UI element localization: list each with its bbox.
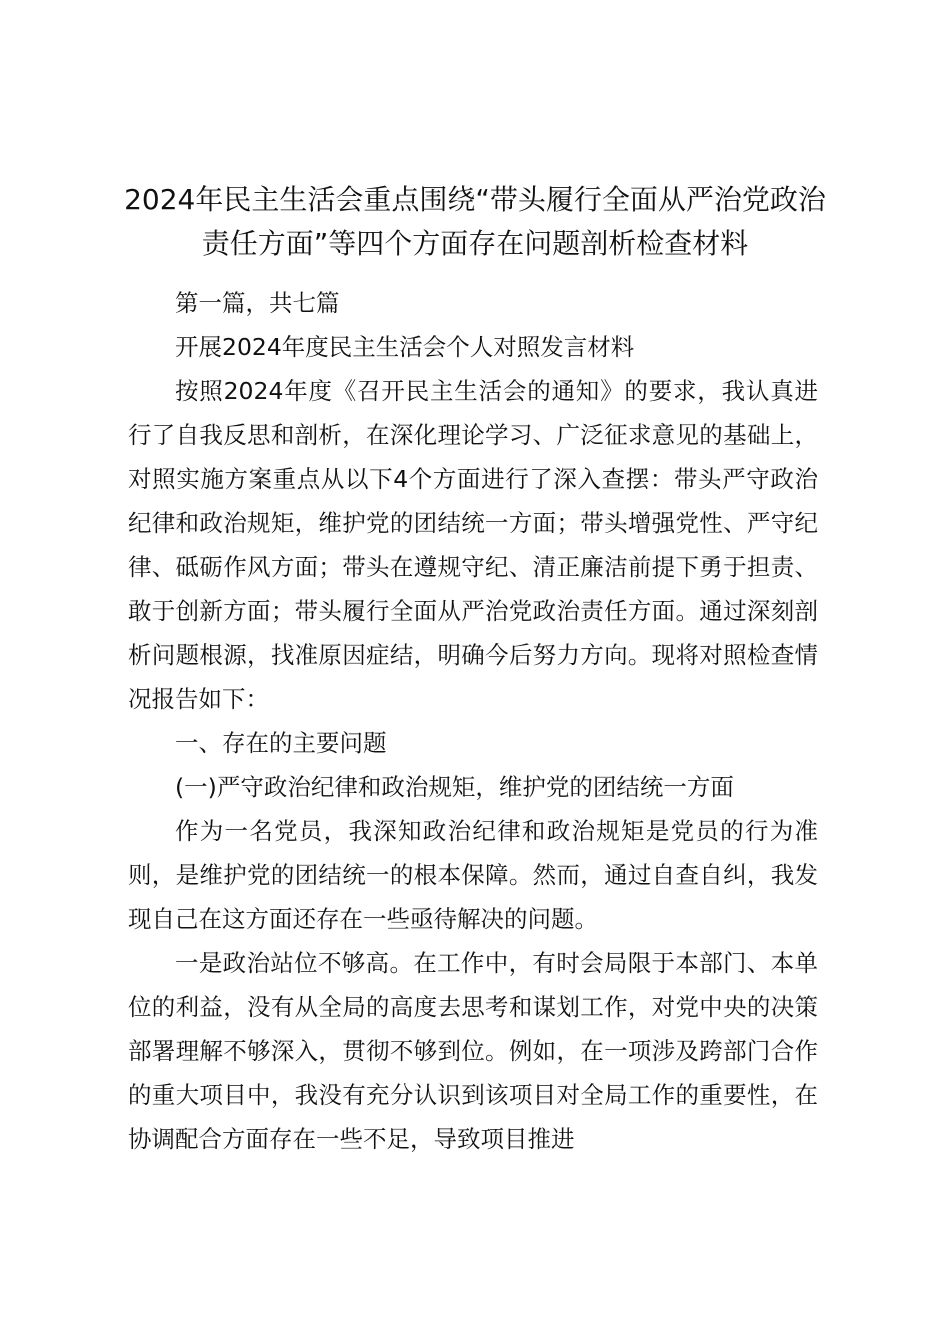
paragraph-body: 一是政治站位不够高。在工作中，有时会局限于本部门、本单位的利益，没有从全局的高度去思考和谋划工作，对党中央的决策部署理解不够深入，贯彻不够到位。例如，在一项涉及跨部门合作的重大项目中，我没有充分认识到该项目对全局工作的重要性，在协调配合方面存在一些不足，导致项目推进	[128, 949, 818, 1153]
paragraph-body: 作为一名党员，我深知政治纪律和政治规矩是党员的行为准则，是维护党的团结统一的根本保障。然而，通过自查自纠，我发现自己在这方面还存在一些亟待解决的问题。	[128, 817, 818, 933]
paragraph-intro: 按照2024年度《召开民主生活会的通知》的要求，我认真进行了自我反思和剖析，在深化理论学习、广泛征求意见的基础上，对照实施方案重点从以下4个方面进行了深入查摆：带头严守政治纪律和政治规矩，维护党的团结统一方面；带头增强党性、严守纪律、砥砺作风方面；带头在遵规守纪、清正廉洁前提下勇于担责、敢于创新方面；带头履行全面从严治党政治责任方面。通过深刻剖析问题根源，找准原因症结，明确今后努力方向。现将对照检查情况报告如下：	[128, 377, 818, 713]
document-title: 2024年民主生活会重点围绕“带头履行全面从严治党政治责任方面”等四个方面存在问题剖析检查材料	[124, 183, 826, 260]
document-body	[128, 281, 818, 1161]
section-heading: 一、存在的主要问题	[175, 729, 387, 757]
subsection-heading: (一)严守政治纪律和政治规矩，维护党的团结统一方面	[175, 773, 734, 801]
paragraph-subtitle: 开展2024年度民主生活会个人对照发言材料	[175, 333, 635, 361]
paragraph-part-label: 第一篇，共七篇	[175, 289, 340, 317]
